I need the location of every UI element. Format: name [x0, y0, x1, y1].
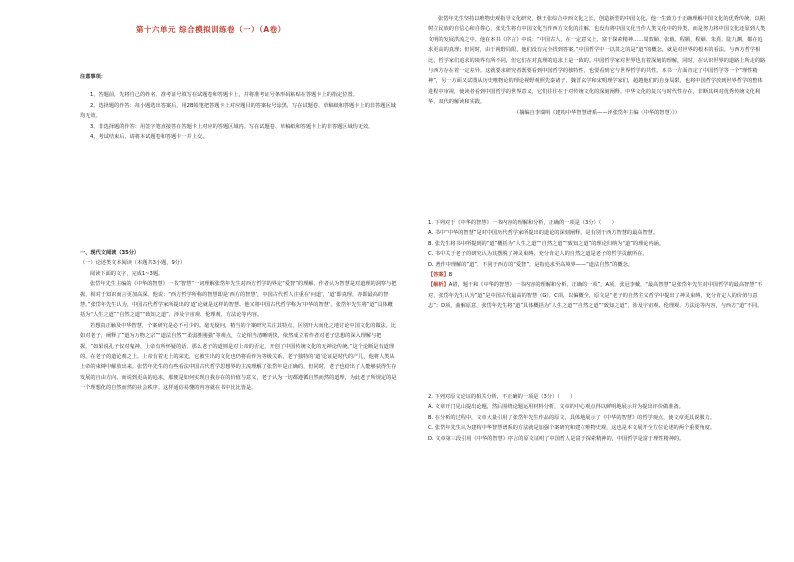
option-d: D. 文章第三段引用《中华的智慧》序言的原文证明了中国哲人是富于探索精神的，中国哲学是富于理性精神的。: [428, 435, 685, 442]
paragraph: 若想真正触及中华智慧，个案研究是必不可少的。毫无疑问，精当的个案研究关注其特点，区别开大而化之地讨论中国文化的做法。比如对老子，阐释了“道为万物之宗”“道法自然”“柔弱胜刚强”等观点，立论相当清晰明快，依然成立着作者对老子思想的深入理解与把握。“如果说孔子仅对鬼神、上帝有所怀疑的话，那么老子的道则是对上帝的否定，开创了中国传统文化的无神论传统。”这个论断是有道理的。在老子的道论观之上，上帝有着无上的荣光，它被生出的文化也仍将看作为等级关系，老子独特的‘道’论证是时代的产儿，他将人类从上帝的束缚中解放出来。张岱年先生的有些看法中国古代哲学思想界的主流理解了张岱年是正确的，但同时，老子也给出了人能够获得生存发展的自由方向。而说到更高的追求，那便是如何实现自我存在的价值与意义，老子认为一切都遵循自然而然的道理，为此老子所规定的是一个理想化的自然而然的社会秩序。这样通俗易懂的内容就在书中比比皆是。: [80, 322, 397, 392]
option-a: A. 书中“中华的智慧”是对中国历代哲学家所提出的道论的深刻阐释，是有别于西方智慧的最高智慧。: [428, 230, 659, 237]
note-item: 2、选择题的作答：每小题选出答案后，用2B铅笔把答题卡上对应题目的答案标号涂黑，写在试题卷、草稿纸和答题卡上的非答题区域均无效。: [80, 102, 396, 120]
option-a: A. 文章开门见山提出论题，然后围绕论题运用材料分析，文章的中心观点得以鲜明地展示并为提出评价做准备。: [428, 404, 684, 411]
option-c: C. 书中关于老子的研究认为其摆脱了神灵束缚，充分肯定人的自然之道是老子的哲学贡献所在。: [428, 251, 648, 258]
option-d: D. 著作中理解的“道”，不同于西方的“爱智”，是指追求至高境界——“道法自然”的概念。: [428, 261, 633, 268]
instruction-text: 阅读下面的文字，完成1~3题。: [90, 270, 164, 277]
document-title: 第十六单元 综合模拟训练卷（一）（A卷）: [136, 25, 286, 34]
note-item: 1、答题前，先将自己的姓名、准考证号填写在试题卷和答题卡上，并将准考证号条形码粘贴在答题卡上的指定位置。: [90, 92, 358, 99]
analysis-label: 【解析】: [428, 282, 449, 289]
answer-value: B: [448, 272, 453, 279]
paragraph: 张岱年先生主编的《中华的智慧》一书“智慧”一词理解张岱年先生对西方哲学的界定“爱智”的理解，作者认为智慧是对道理的洞察与把握，相对于知识而言更加高深。他说：“西方哲学所称的智慧即是‘西方的智慧’，中国古代哲人注重在‘问道’，‘道’即真理，亦即最高的智慧。”张岱年先生认为，中国古代哲学家所提出的‘道’论就是这样的智慧。他又将中国古代哲学称为‘中华的智慧’。张岱年先生将“道”具体概括为“人生之道”“自然之道”“致知之道”，涉及宇宙观、伦理观、方法论等内容。: [80, 281, 397, 319]
option-c: C. 张岱年先生认为建构中华智慧谱系的方法就是加强个案研究和建立唯物史观，这也是本文展开全方位论述的两个重要角度。: [428, 425, 716, 432]
passage-continued: [428, 14, 766, 118]
option-b: B. 在分析的过程中，文章大量引用了张岱年先生作品的原文，具体地展示了《中华的智慧》的哲学观点，使文章更具说服力。: [428, 414, 715, 421]
paragraph: 张岱年先生坚持以唯物史观指导文化研究，继王张综合中西文化之长，创造新型的中国文化，他一生致力于正确理解中国文化的优秀传统，以期树立民族的自信心和自尊心，张先生将有中国文化当作西方文化的注解，也没有将中国文化当作人类文化中的异类，而是努力将中国文化还原到人类文明的发展洪流之中。他在本书《序言》中说：“中国古人，在一定意义上，富于探索精神……周敦颐、张载、程颢、程颐、朱熹、陆九渊，都在追求更高的真理；但同时，由于视野局限，他们没有完全找到答案。”中国哲学中一以贯之的是“道”的概念，就是对世界的根本的看法，与西方哲学相比，哲学家们追求的境界有所不同，但它们在对真理的追求上是一致的。中国哲学家对世界也有着深刻的理解，同时，在认识世界的道路上所走的路与西方存在着一定差异。这就要求研究者既要看到中国哲学的独特性，也要看到它与世界哲学的共性。本书一方面肯定了中国哲学等一个“理性精神”，另一方面又试图从历史唯物论的理论视野观照先秦诸子、魏晋玄学和宋明理学家们，超越他们的自身局限，也将中国哲学放到世界哲学的整体进程中审视，使读者看到中国哲学的世界意义，它们往往在于对传统文化的深刻阐释。中华文化的复兴与时代性存在，非断其纠对优秀传统文化利华、双代的解读和实践。: [428, 16, 766, 106]
section-heading: 一、现代文阅读（35分）: [80, 250, 140, 256]
note-item: 4、考试结束后，请将本试题卷和答题卡一并上交。: [90, 134, 208, 141]
analysis-text: [428, 280, 766, 311]
question-stem: 2. 下列对原文论证的相关分析，不正确的一项是（3分）（ ）: [428, 394, 576, 400]
analysis-body: A错，题干和《中华的智慧》一书内容的理解和分析，正确的一项”。A项，张冠李戴，“最高智慧”是张岱年先生对中国哲学的最高智慧“不对，张岱年先生认为“道”是中国古代最高的智慧（G），C项，以偏概全，原文是“老子的自然主义哲学中提出了神灵束缚，充分肯定人的价值与意志”；D项，曲解原意，张岱年先生将“道”具体概括为“人生之道”“自然之道”“致知之道”，涉及宇宙观、伦理观、方法论等内容，与西方“道”不同。: [428, 282, 763, 310]
answer-line: [428, 270, 766, 280]
answer-label: 【答案】: [428, 272, 449, 279]
subsection-heading: （一）论述类文本阅读（本题共3小题，9分）: [80, 260, 186, 267]
question-stem: 1. 下列对于《中华的智慧》一书内容的理解和分析，正确的一项是（3分）（ ）: [428, 220, 617, 226]
question-2: [428, 392, 766, 444]
question-1: [428, 218, 766, 312]
option-b: B. 张先生将书中所提到的“道”概括为“人生之道”“自然之道”“致知之道”的理论归纳为“道”的理论内涵。: [428, 240, 665, 247]
notes-section: [80, 72, 398, 142]
section-reading: [80, 248, 398, 394]
notes-heading: 注意事项：: [80, 74, 106, 80]
note-item: 3、非选择题的作答：用签字笔直接答在答题卡上对应的答题区域内。写在试题卷、草稿纸和答题卡上的非答题区域均无效。: [90, 123, 374, 130]
source-citation: （摘编自李瑞明《建构中华智慧谱系——评张岱年主编〈中华的智慧〉》）: [514, 109, 680, 116]
